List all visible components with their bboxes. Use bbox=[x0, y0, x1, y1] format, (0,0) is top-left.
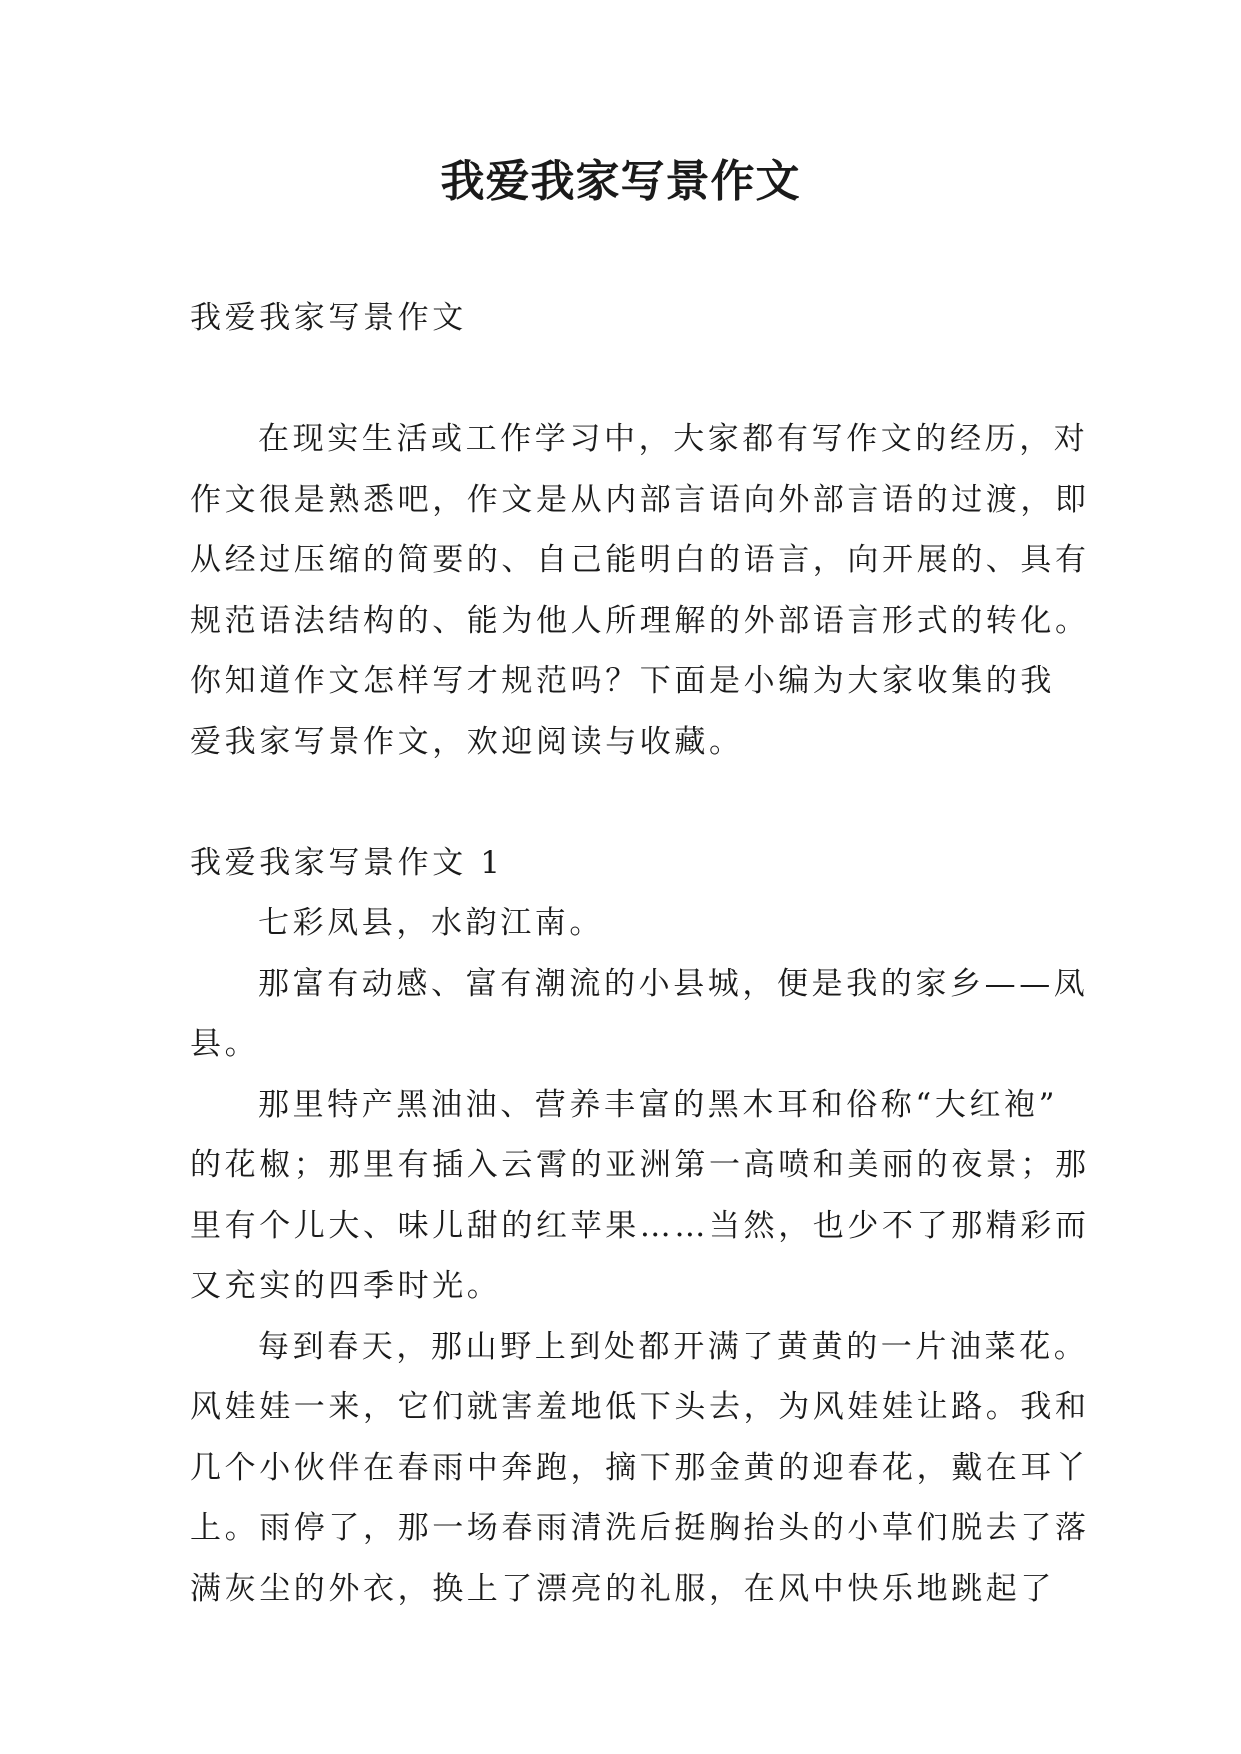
intro-line: 在现实生活或工作学习中，大家都有写作文的经历，对 bbox=[258, 421, 1089, 457]
paragraph-3 bbox=[190, 1075, 1090, 1317]
intro-line: 从经过压缩的简要的、自己能明白的语言，向开展的、具有 bbox=[190, 542, 1090, 578]
paragraph-line: 几个小伙伴在春雨中奔跑，摘下那金黄的迎春花，戴在耳丫 bbox=[190, 1449, 1090, 1486]
paragraph-2 bbox=[190, 954, 1089, 1075]
paragraph-line: 的花椒；那里有插入云霄的亚洲第一高喷和美丽的夜景；那 bbox=[190, 1147, 1090, 1183]
paragraph-line: 又充实的四季时光。 bbox=[190, 1268, 502, 1304]
intro-line: 爱我家写景作文，欢迎阅读与收藏。 bbox=[190, 723, 744, 760]
paragraph-4 bbox=[190, 1317, 1090, 1620]
paragraph-line: 县。 bbox=[190, 1026, 260, 1062]
intro-paragraph bbox=[190, 409, 1090, 772]
document-body bbox=[190, 288, 1090, 1619]
paragraph-line: 那富有动感、富有潮流的小县城，便是我的家乡——凤 bbox=[258, 965, 1089, 1002]
paragraph-line: 风娃娃一来，它们就害羞地低下头去，为风娃娃让路。我和 bbox=[190, 1389, 1090, 1425]
blank-line bbox=[190, 349, 1070, 410]
paragraph-line: 满灰尘的外衣，换上了漂亮的礼服，在风中快乐地跳起了 bbox=[190, 1570, 1055, 1607]
blank-line bbox=[190, 772, 1070, 833]
paragraph-line: 上。雨停了，那一场春雨清洗后挺胸抬头的小草们脱去了落 bbox=[190, 1510, 1090, 1546]
subtitle: 我爱我家写景作文 bbox=[190, 300, 467, 336]
paragraph-line: 那里特产黑油油、营养丰富的黑木耳和俗称“大红袍” bbox=[258, 1086, 1059, 1123]
paragraph-1: 七彩凤县，水韵江南。 bbox=[258, 905, 604, 941]
paragraph-line: 里有个儿大、味儿甜的红苹果……当然，也少不了那精彩而 bbox=[190, 1207, 1090, 1244]
paragraph-line: 每到春天，那山野上到处都开满了黄黄的一片油菜花。 bbox=[258, 1328, 1089, 1365]
intro-line: 作文很是熟悉吧，作文是从内部言语向外部言语的过渡，即 bbox=[190, 481, 1090, 518]
intro-line: 你知道作文怎样写才规范吗？下面是小编为大家收集的我 bbox=[190, 663, 1055, 699]
section-heading: 我爱我家写景作文 1 bbox=[190, 844, 504, 881]
intro-line: 规范语法结构的、能为他人所理解的外部语言形式的转化。 bbox=[190, 602, 1090, 639]
document-title: 我爱我家写景作文 bbox=[440, 156, 801, 207]
